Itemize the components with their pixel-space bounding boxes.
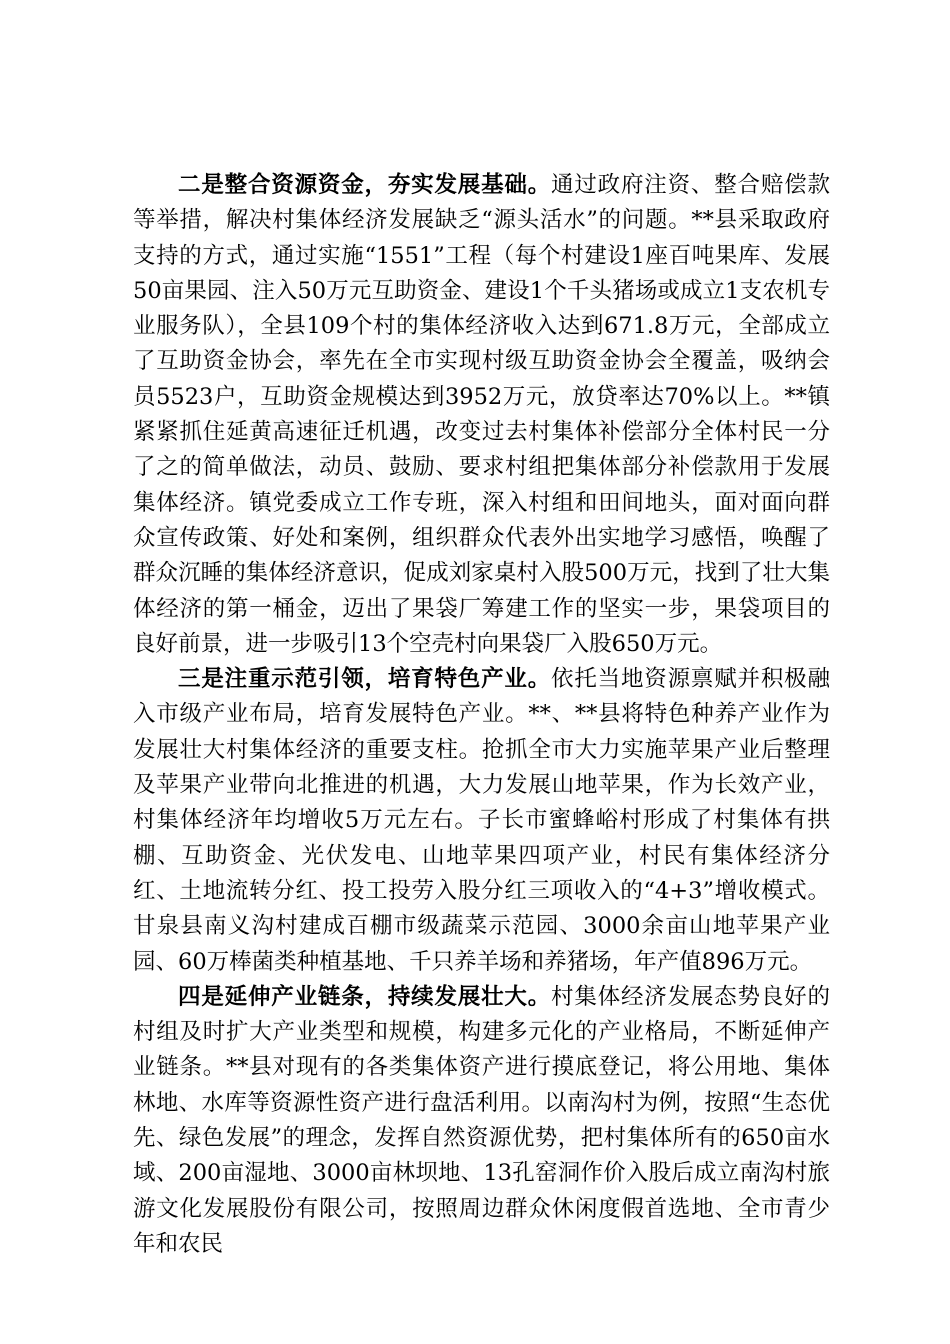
paragraph-resource-integration [133, 168, 830, 662]
paragraph-text: 通过政府注资、整合赔偿款等举措，解决村集体经济发展缺乏“源头活水”的问题。**县采取政府支持的方式，通过实施“1551”工程（每个村建设1座百吨果库、发展50亩果园、注入50万元互助资金、建设1个千头猪场或成立1支农机专业服务队），全县109个村的集体经济收入达到671.8万元，全部成立了互助资金协会，率先在全市实现村级互助资金协会全覆盖，吸纳会员5523户，互助资金规模达到3952万元，放贷率达70%以上。**镇紧紧抓住延黄高速征迁机遇，改变过去村集体补偿部分全体村民一分了之的简单做法，动员、鼓励、要求村组把集体部分补偿款用于发展集体经济。镇党委成立工作专班，深入村组和田间地头，面对面向群众宣传政策、好处和案例，组织群众代表外出实地学习感悟，唤醒了群众沉睡的集体经济意识，促成刘家桌村入股500万元，找到了壮大集体经济的第一桶金，迈出了果袋厂筹建工作的坚实一步，果袋项目的良好前景，进一步吸引13个空壳村向果袋厂入股650万元。 [133, 172, 830, 657]
paragraph-heading: 三是注重示范引领，培育特色产业。 [178, 666, 552, 693]
paragraph-text: 村集体经济发展态势良好的村组及时扩大产业类型和规模，构建多元化的产业格局，不断延伸产业链条。**县对现有的各类集体资产进行摸底登记，将公用地、集体林地、水库等资源性资产进行盘活利用。以南沟村为例，按照“生态优先、绿色发展”的理念，发挥自然资源优势，把村集体所有的650亩水域、200亩湿地、3000亩林坝地、13孔窑洞作价入股后成立南沟村旅游文化发展股份有限公司，按照周边群众休闲度假首选地、全市青少年和农民 [133, 983, 830, 1257]
paragraph-industry-chain [133, 980, 830, 1262]
paragraph-demonstration [133, 662, 830, 980]
paragraph-text: 依托当地资源禀赋并积极融入市级产业布局，培育发展特色产业。**、**县将特色种养产业作为发展壮大村集体经济的重要支柱。抢抓全市大力实施苹果产业后整理及苹果产业带向北推进的机遇，大力发展山地苹果，作为长效产业，村集体经济年均增收5万元左右。子长市蜜蜂峪村形成了村集体有拱棚、互助资金、光伏发电、山地苹果四项产业，村民有集体经济分红、土地流转分红、投工投劳入股分红三项收入的“4+3”增收模式。甘泉县南义沟村建成百棚市级蔬菜示范园、3000余亩山地苹果产业园、60万棒菌类种植基地、千只养羊场和养猪场，年产值896万元。 [133, 666, 830, 975]
paragraph-heading: 二是整合资源资金，夯实发展基础。 [178, 172, 552, 198]
paragraph-heading: 四是延伸产业链条，持续发展壮大。 [178, 983, 552, 1010]
document-body [133, 168, 830, 1262]
